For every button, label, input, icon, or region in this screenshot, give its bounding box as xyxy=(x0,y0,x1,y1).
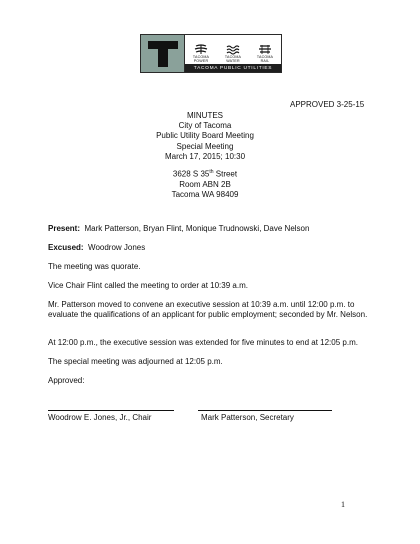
logo-unit-water xyxy=(217,35,249,64)
page-number: 1 xyxy=(341,500,345,509)
t-logo-icon xyxy=(141,35,185,72)
document-title: MINUTES xyxy=(187,111,223,120)
meeting-name: Public Utility Board Meeting xyxy=(156,131,254,141)
excused-line xyxy=(48,243,383,253)
meeting-type: Special Meeting xyxy=(176,141,234,151)
logo-unit-label: TACOMA POWER xyxy=(192,54,210,63)
street-address xyxy=(90,167,320,180)
rail-icon xyxy=(258,44,272,55)
present-names: Mark Patterson, Bryan Flint, Monique Trudnowski, Dave Nelson xyxy=(84,224,310,233)
present-line xyxy=(48,224,383,234)
minutes-header xyxy=(90,111,320,162)
logo-unit-label: TACOMA RAIL xyxy=(256,54,274,63)
secretary-name: Mark Patterson, Secretary xyxy=(201,413,294,422)
paragraph: At 12:00 p.m., the executive session was extended for five minutes to end at 12:05 p.m. xyxy=(48,338,358,347)
excused-names: Woodrow Jones xyxy=(88,243,146,252)
present-label: Present: xyxy=(48,224,81,233)
approval-date: APPROVED 3-25-15 xyxy=(290,100,365,109)
city-state-zip: Tacoma WA 98409 xyxy=(171,190,239,200)
paragraph: Mr. Patterson moved to convene an executive session at 10:39 a.m. until 12:00 p.m. to evaluate the qualifications of an applicant for public employment; seconded by Mr. Nelson. xyxy=(48,300,368,320)
logo-unit-power xyxy=(185,35,217,64)
secretary-signature-line xyxy=(198,410,332,411)
paragraph: The special meeting was adjourned at 12:05 p.m. xyxy=(48,357,223,366)
meeting-date: March 17, 2015; 10:30 xyxy=(164,151,246,161)
excused-label: Excused: xyxy=(48,243,84,252)
tacoma-public-utilities-logo xyxy=(140,34,282,73)
street-ordinal: th xyxy=(209,169,214,175)
logo-bar-text: TACOMA PUBLIC UTILITIES xyxy=(185,64,281,72)
paragraph: The meeting was quorate. xyxy=(48,262,141,271)
chair-signature-line xyxy=(48,410,174,411)
logo-unit-rail xyxy=(249,35,281,64)
street-number: 3628 S 35 xyxy=(172,169,210,179)
paragraph: Vice Chair Flint called the meeting to order at 10:39 a.m. xyxy=(48,281,248,290)
street-suffix: Street xyxy=(213,169,238,179)
room: Room ABN 2B xyxy=(179,179,231,189)
chair-name: Woodrow E. Jones, Jr., Chair xyxy=(48,413,152,422)
approved-label: Approved: xyxy=(48,376,85,385)
water-icon xyxy=(226,44,240,55)
city-name: City of Tacoma xyxy=(178,121,232,131)
meeting-address xyxy=(90,167,320,200)
power-icon xyxy=(194,44,208,55)
logo-unit-label: TACOMA WATER xyxy=(224,54,242,63)
